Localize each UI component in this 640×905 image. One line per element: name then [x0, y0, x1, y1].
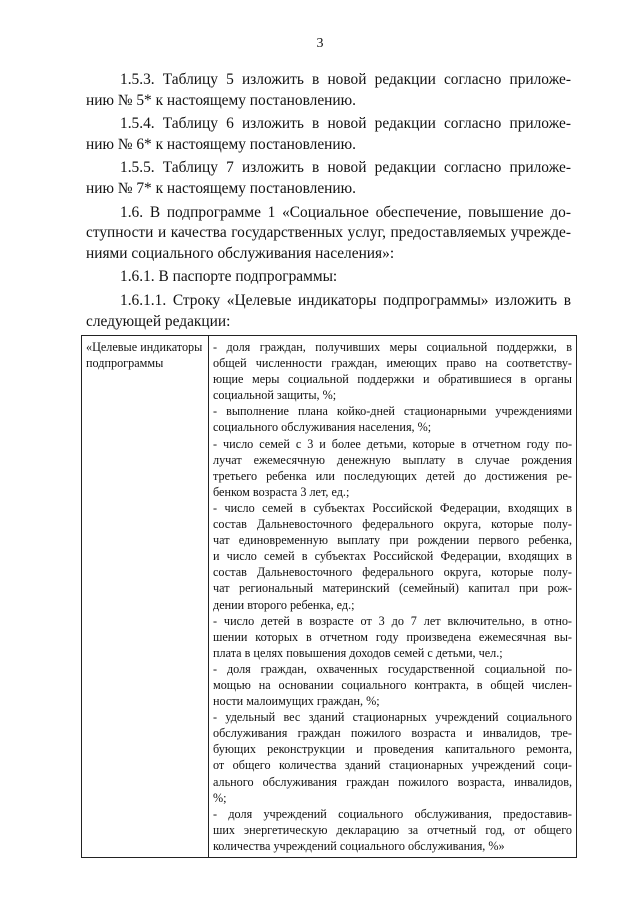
- paragraph: [86, 267, 571, 288]
- document-body: [86, 70, 571, 335]
- indicator-line: бенком возраста 3 лет, ед.;: [213, 484, 350, 499]
- indicator-line: %;: [213, 790, 227, 805]
- indicators-table: [81, 335, 577, 858]
- indicator-line: общей численности граждан, имеющих право на соответству-: [213, 356, 572, 371]
- paragraph-line: нию № 7* к настоящему постановлению.: [86, 179, 356, 197]
- indicator-line: плата в целях повышения доходов семей с детьми, чел.;: [213, 645, 503, 660]
- indicator-line: ального обслуживания граждан пожилого возраста, инвалидов,: [213, 774, 572, 789]
- paragraph: [86, 114, 571, 155]
- indicator-line: от общего количества зданий стационарных учреждений соци-: [213, 758, 572, 773]
- indicator-line: чат единовременную выплату при рождении первого ребенка,: [213, 533, 572, 548]
- indicator-line: состав Дальневосточного федерального округа, которые полу-: [213, 517, 572, 532]
- indicator-line: шении которых в отчетном году произведена ежемесячная вы-: [213, 629, 572, 644]
- indicator-line: ющие меры социальной поддержки и обратившиеся в органы: [213, 372, 572, 387]
- page-number: 3: [316, 36, 324, 51]
- paragraph-line: ступности и качества государственных услуг, предоставляемых учрежде-: [86, 224, 571, 242]
- paragraph-line: нию № 5* к настоящему постановлению.: [86, 91, 356, 109]
- paragraph: [86, 70, 571, 111]
- paragraph-line: следующей редакции:: [86, 312, 231, 330]
- indicator-line: состав Дальневосточного федерального округа, которые полу-: [213, 565, 572, 580]
- indicator-line: третьего ребенка или последующих детей до достижения ре-: [213, 468, 572, 483]
- paragraph-line: нию № 6* к настоящему постановлению.: [86, 135, 356, 153]
- indicator-name-line: подпрограммы: [86, 356, 164, 371]
- indicator-list-cell: [209, 336, 577, 858]
- paragraph-line: 1.5.3. Таблицу 5 изложить в новой редакции согласно приложе-: [120, 71, 571, 88]
- paragraph: [86, 158, 571, 199]
- indicator-line: ших энергетическую декларацию за отчетный год, от общего: [213, 822, 572, 837]
- paragraph-line: 1.6. В подпрограмме 1 «Социальное обеспечение, повышение до-: [120, 203, 571, 221]
- indicator-line: мощью на основании социального контракта, в общей числен-: [213, 677, 572, 692]
- indicator-line: ности малоимущих граждан, %;: [213, 694, 380, 709]
- paragraph-line: 1.5.5. Таблицу 7 изложить в новой редакции согласно приложе-: [120, 159, 571, 177]
- table-row: [82, 336, 577, 858]
- paragraph-line: 1.6.1.1. Строку «Целевые индикаторы подпрограммы» изложить в: [120, 291, 571, 309]
- indicator-line: - доля граждан, получивших меры социальной поддержки, в: [213, 340, 572, 354]
- indicator-name-cell: [82, 336, 209, 858]
- indicator-line: - число семей с 3 и более детьми, которые в отчетном году по-: [213, 436, 572, 451]
- paragraph: [86, 291, 571, 332]
- indicator-line: бующих реконструкции и проведения капитального ремонта,: [213, 742, 572, 757]
- indicator-line: - доля граждан, охваченных государственной социальной по-: [213, 661, 572, 676]
- indicator-line: и число семей в субъектах Российской Федерации, входящих в: [213, 549, 572, 564]
- indicator-line: - удельный вес зданий стационарных учреждений социального: [213, 710, 572, 725]
- indicator-line: количества учреждений социального обслуживания, %»: [213, 838, 505, 853]
- indicator-line: социальной защиты, %;: [213, 388, 337, 403]
- indicator-line: лучат ежемесячную денежную выплату в случае рождения: [213, 452, 572, 467]
- indicator-line: - число семей в субъектах Российской Федерации, входящих в: [213, 500, 572, 515]
- indicator-line: - доля учреждений социального обслуживания, предоставив-: [213, 806, 572, 821]
- indicator-line: - число детей в возрасте от 3 до 7 лет включительно, в отно-: [213, 613, 572, 628]
- paragraph-line: ниями социального обслуживания населения»:: [86, 244, 395, 262]
- indicator-line: социального обслуживания населения, %;: [213, 420, 432, 435]
- indicator-line: - выполнение плана койко-дней стационарными учреждениями: [213, 404, 572, 419]
- paragraph-line: 1.5.4. Таблицу 6 изложить в новой редакции согласно приложе-: [120, 115, 571, 133]
- indicator-line: обслуживания граждан пожилого возраста и инвалидов, тре-: [213, 726, 572, 741]
- indicator-name-line: «Целевые индикаторы: [86, 340, 203, 354]
- indicator-line: чат региональный материнский (семейный) капитал при рож-: [213, 581, 572, 596]
- indicator-line: дении второго ребенка, ед.;: [213, 597, 355, 612]
- paragraph: [86, 203, 571, 265]
- paragraph-line: 1.6.1. В паспорте подпрограммы:: [120, 268, 338, 286]
